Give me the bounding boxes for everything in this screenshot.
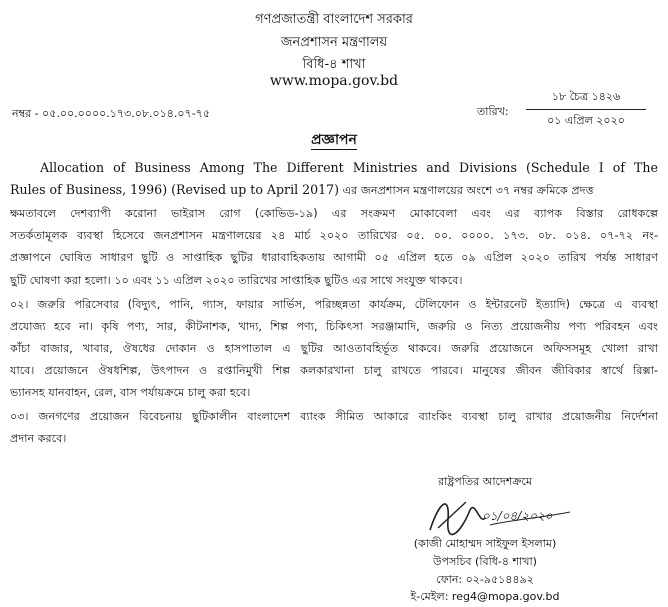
body-line-12: ০৩। জনগণের প্রয়োজন বিবেচনায় ছুটিকালীন বাংলাদেশ ব্যাংক সীমিত আকারে ব্যাংকিং ব্যবস্থা চালু রাখার প্রয়োজনীয় নির্দেশনা [10, 410, 658, 423]
body-line-8: প্রযোজ্য হবে না। কৃষি পণ্য, সার, কীটনাশক, খাদ্য, শিল্প পণ্য, চিকিৎসা সরঞ্জামাদি, জরুরি ও নিত্য প্রয়োজনীয় পণ্য পরিবহন এবং [10, 320, 658, 333]
date-label: তারিখ: [477, 105, 509, 118]
body-line-11: ভ্যানসহ যানবাহন, রেল, বাস পর্যায়ক্রমে চালু করা হবে। [10, 386, 251, 399]
order-line: রাষ্ট্রপতির আদেশক্রমে [438, 475, 532, 488]
body-line-1: Allocation of Business Among The Different Ministries and Divisions (Schedule I of The [40, 160, 658, 175]
signatory-name: (কাজী মোহাম্মদ সাইফুল ইসলাম) [413, 537, 557, 550]
body-line-2-bangla: এর জনপ্রশাসন মন্ত্রণালয়ের অংশে ৩৭ নম্বর ক্রমিকে প্রদত্ত [339, 184, 594, 197]
date-box [526, 90, 646, 131]
reference-number: নম্বর - ০৫.০০.০০০০.১৭৩.০৮.০১৪.০৭-৭৫ [12, 107, 210, 120]
website-link[interactable]: www.mopa.gov.bd [269, 73, 399, 89]
signatory-designation: উপসচিব (বিধি-৪ শাখা) [433, 555, 537, 568]
body-line-5: প্রজ্ঞাপনে ঘোষিত সাধারণ ছুটি ও সাপ্তাহিক ছুটির ধারাবাহিকতায় আগামী ০৫ এপ্রিল হতে ০৯ এপ্রিল ২০২০ তারিখ পর্যন্ত সাধারণ [10, 251, 658, 264]
title-text: প্রজ্ঞাপন [311, 132, 357, 148]
date-divider [526, 109, 646, 110]
body-line-13: প্রদান করবে। [10, 432, 67, 445]
section-name: বিধি-৪ শাখা [302, 57, 366, 72]
document-title [0, 128, 668, 152]
body-line-7: ০২। জরুরি পরিসেবার (বিদ্যুৎ, পানি, গ্যাস, ফায়ার সার্ভিস, পরিচ্ছন্নতা কার্যক্রম, টেলিফোন ও ইন্টারনেট ইত্যাদি) ক্ষেত্রে এ ব্যবস্থা [10, 298, 658, 311]
body-line-2-english: Rules of Business, 1996) (Revised up to April 2017) [10, 182, 340, 197]
body-line-6: ছুটি ঘোষণা করা হলো। ১০ এবং ১১ এপ্রিল ২০২০ তারিখের সাপ্তাহিক ছুটিও এর সাথে সংযুক্ত থাকবে। [10, 274, 463, 287]
signatory-email[interactable]: ই-মেইল: reg4@mopa.gov.bd [410, 590, 560, 603]
signatory-phone: ফোন: ০২-৯৫১৪৪৯২ [436, 573, 534, 586]
date-bangla: ১৮ চৈত্র ১৪২৬ [551, 90, 621, 103]
body-line-3: ক্ষমতাবলে দেশব্যাপী করোনা ভাইরাস রোগ (কোভিড-১৯) এর সংক্রমণ মোকাবেলা এবং এর ব্যাপক বিস্তার রোধকল্পে [10, 207, 658, 220]
body-line-2 [10, 182, 658, 201]
body-line-4: সতর্কতামূলক ব্যবস্থা হিসেবে জনপ্রশাসন মন্ত্রণালয়ের ২৪ মার্চ ২০২০ তারিখের ০৫. ০০. ০০০০. ১৭৩. ০৮. ০১৪. ০৭-৭২ নং- [10, 229, 658, 242]
date-english: ০১ এপ্রিল ২০২০ [547, 114, 625, 127]
body-line-10: যাবে। প্রয়োজনে ঔষধশিল্প, উৎপাদন ও রপ্তানিমুখী শিল্প কলকারখানা চালু রাখতে পারবে। মানুষের জীবন জীবিকার স্বার্থে রিক্সা- [10, 364, 658, 377]
handwritten-date: ০১/০৪/২০২০ [482, 509, 553, 523]
government-name: গণপ্রজাতন্ত্রী বাংলাদেশ সরকার [255, 12, 413, 27]
body-line-9: কাঁচা বাজার, খাবার, ঔষধের দোকান ও হাসপাতাল এ ছুটির আওতাবহির্ভূত থাকবে। জরুরি প্রয়োজনে অফিসসমূহ খোলা রাখা [10, 342, 658, 355]
ministry-name: জনপ্রশাসন মন্ত্রণালয় [280, 35, 388, 50]
